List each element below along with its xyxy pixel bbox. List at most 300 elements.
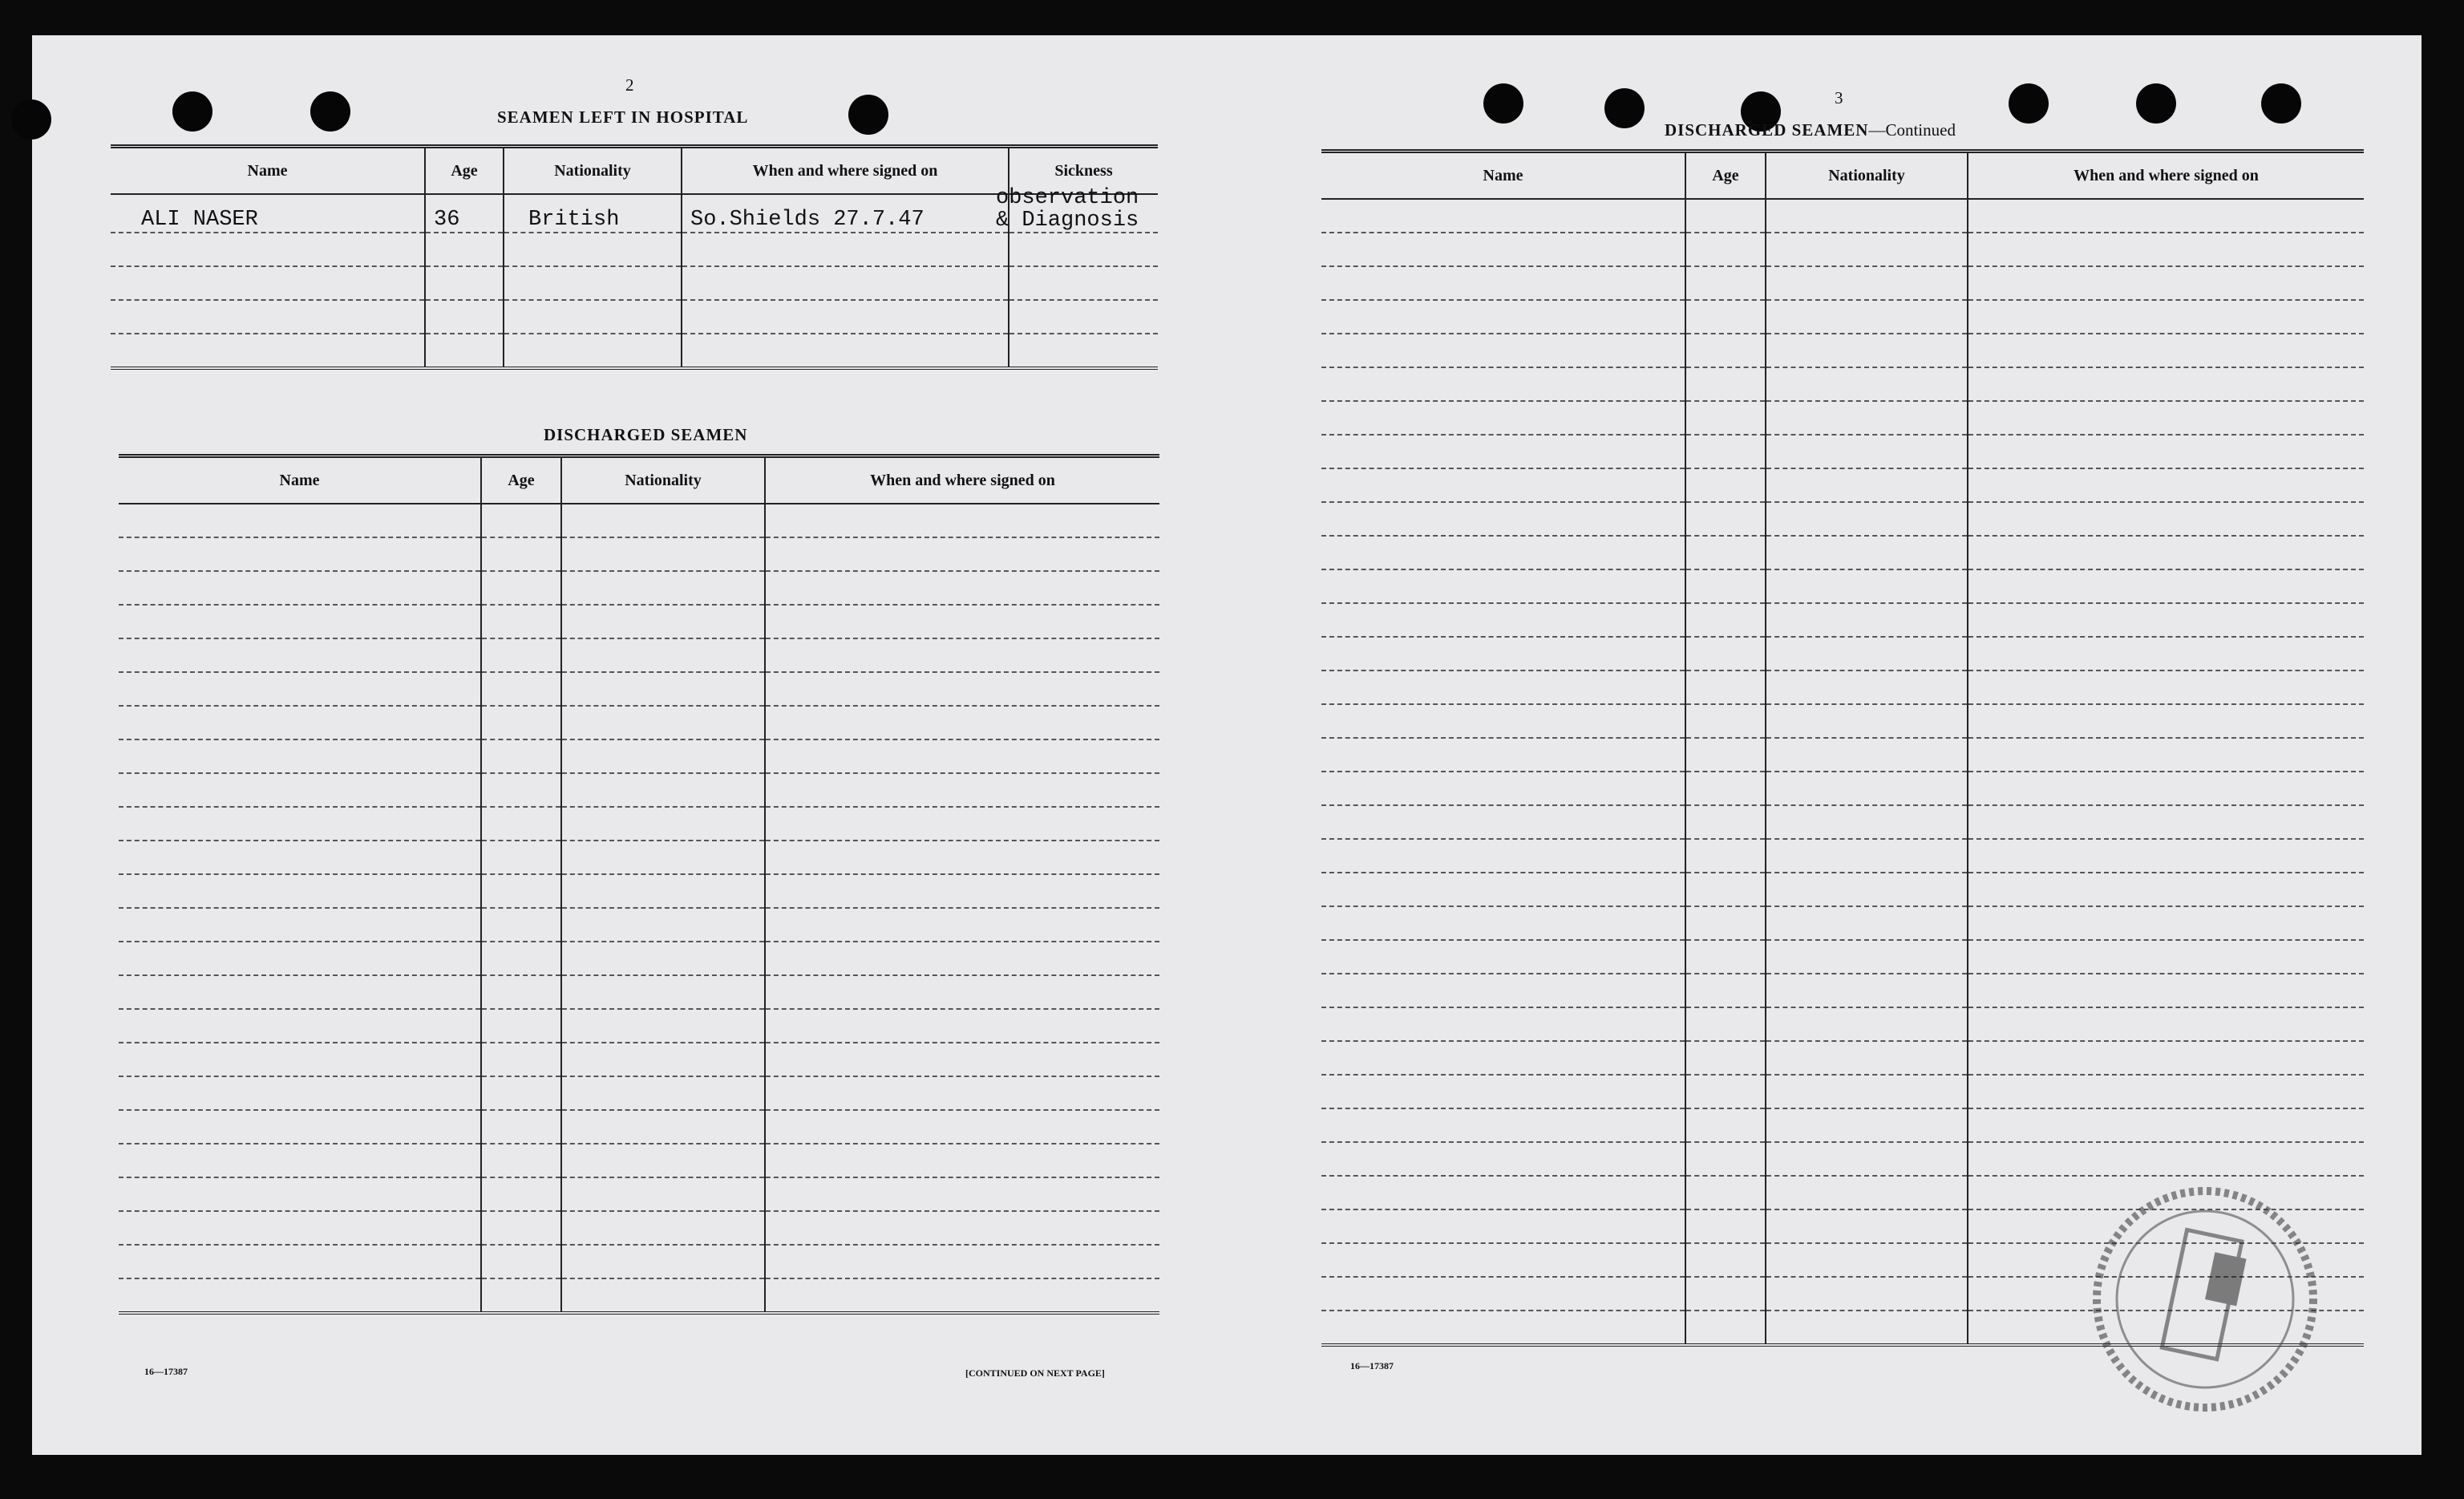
col-header-name: Name <box>111 147 425 195</box>
table-cell <box>1685 300 1766 334</box>
cell-nationality: British <box>504 194 682 233</box>
table-row <box>119 504 1159 537</box>
table-cell <box>119 841 481 874</box>
table-cell <box>765 1144 1159 1177</box>
table-cell <box>1685 233 1766 266</box>
table-row <box>1321 1041 2364 1075</box>
table-cell <box>1321 199 1685 233</box>
table-cell <box>765 841 1159 874</box>
table-cell <box>1321 536 1685 569</box>
table-cell <box>765 1245 1159 1278</box>
table-cell <box>119 672 481 706</box>
table-cell <box>1968 940 2364 974</box>
table-row <box>1321 839 2364 873</box>
table-cell <box>1766 435 1968 468</box>
table-cell <box>1321 974 1685 1007</box>
table-cell <box>1321 1209 1685 1243</box>
table-cell <box>1321 873 1685 906</box>
table-cell <box>1968 1041 2364 1075</box>
col-header-age: Age <box>425 147 504 195</box>
discharged-section-title-left: DISCHARGED SEAMEN <box>544 425 748 444</box>
table-row <box>119 605 1159 638</box>
table-cell <box>119 537 481 571</box>
table-cell <box>1321 1041 1685 1075</box>
table-cell <box>481 975 561 1009</box>
table-cell <box>1766 502 1968 536</box>
table-cell <box>1968 1142 2364 1176</box>
sickness-text: observation & Diagnosis <box>996 186 1139 233</box>
table-row <box>119 841 1159 874</box>
table-cell <box>1766 199 1968 233</box>
table-row <box>1321 435 2364 468</box>
table-cell <box>561 638 765 672</box>
table-row <box>1321 199 2364 233</box>
table-cell <box>119 807 481 841</box>
table-row <box>119 638 1159 672</box>
table-cell <box>765 908 1159 942</box>
table-row <box>1321 367 2364 401</box>
table-cell <box>1766 367 1968 401</box>
table-cell <box>561 504 765 537</box>
table-row <box>1321 233 2364 266</box>
table-cell <box>561 605 765 638</box>
table-cell <box>119 1110 481 1144</box>
table-cell <box>765 942 1159 975</box>
table-cell <box>1321 1243 1685 1277</box>
table-cell <box>1685 266 1766 300</box>
table-cell <box>1685 1142 1766 1176</box>
table-cell <box>765 537 1159 571</box>
table-row <box>119 571 1159 605</box>
table-cell <box>765 773 1159 807</box>
table-cell <box>119 571 481 605</box>
table-cell <box>1321 805 1685 839</box>
table-cell <box>765 1076 1159 1110</box>
table-cell <box>561 739 765 773</box>
table-cell <box>1321 1311 1685 1345</box>
table-row <box>119 807 1159 841</box>
table-cell <box>1766 670 1968 704</box>
table-cell <box>1685 772 1766 805</box>
table-cell <box>561 942 765 975</box>
table-cell <box>561 1076 765 1110</box>
table-row <box>1321 805 2364 839</box>
col-header-nationality: Nationality <box>504 147 682 195</box>
table-cell <box>1766 266 1968 300</box>
table-row <box>119 672 1159 706</box>
table-cell <box>561 1144 765 1177</box>
table-cell <box>1968 805 2364 839</box>
table-row <box>1321 772 2364 805</box>
page-number-left: 2 <box>625 75 634 95</box>
table-cell <box>1685 334 1766 367</box>
table-cell <box>481 1211 561 1245</box>
table-row <box>1321 940 2364 974</box>
table-cell <box>481 773 561 807</box>
table-cell <box>1766 873 1968 906</box>
table-cell <box>481 1110 561 1144</box>
table-row <box>119 773 1159 807</box>
table-cell <box>1685 805 1766 839</box>
table-cell <box>1685 199 1766 233</box>
table-cell <box>481 1177 561 1211</box>
table-cell <box>1321 502 1685 536</box>
table-cell <box>1685 502 1766 536</box>
table-cell <box>1968 266 2364 300</box>
table-row <box>1321 1142 2364 1176</box>
table-row <box>119 975 1159 1009</box>
table-cell <box>1968 670 2364 704</box>
table-cell <box>1321 738 1685 772</box>
table-cell <box>1968 974 2364 1007</box>
table-cell <box>1321 906 1685 940</box>
table-row <box>1321 401 2364 435</box>
table-row <box>119 1211 1159 1245</box>
table-cell <box>1766 1277 1968 1311</box>
table-cell <box>1685 1041 1766 1075</box>
table-cell <box>765 605 1159 638</box>
table-cell <box>1968 569 2364 603</box>
table-cell <box>1685 367 1766 401</box>
table-row <box>119 908 1159 942</box>
table-cell <box>1321 637 1685 670</box>
table-cell <box>1321 1277 1685 1311</box>
table-row <box>1321 670 2364 704</box>
table-row <box>119 1144 1159 1177</box>
table-cell <box>119 638 481 672</box>
discharged-title-text: DISCHARGED SEAMEN <box>1665 120 1869 140</box>
table-cell <box>119 1144 481 1177</box>
table-cell <box>1685 738 1766 772</box>
table-cell <box>765 638 1159 672</box>
table-cell <box>1321 1075 1685 1108</box>
table-cell <box>1685 468 1766 502</box>
table-cell <box>481 638 561 672</box>
table-cell <box>1685 1209 1766 1243</box>
table-cell <box>1321 670 1685 704</box>
table-cell <box>1766 1075 1968 1108</box>
table-cell <box>1321 435 1685 468</box>
table-cell <box>119 942 481 975</box>
table-cell <box>1766 1209 1968 1243</box>
table-cell <box>481 605 561 638</box>
table-row <box>111 266 1158 300</box>
table-cell <box>561 1009 765 1043</box>
table-cell <box>765 706 1159 739</box>
table-cell <box>1321 1142 1685 1176</box>
table-row <box>1321 637 2364 670</box>
cell-signed-on: So.Shields 27.7.47 <box>682 194 1009 233</box>
table-cell <box>119 504 481 537</box>
table-cell <box>765 1043 1159 1076</box>
col-header-nationality: Nationality <box>1766 152 1968 200</box>
table-cell <box>1766 974 1968 1007</box>
table-row <box>119 942 1159 975</box>
table-cell <box>119 706 481 739</box>
table-cell <box>561 908 765 942</box>
table-cell <box>1685 603 1766 637</box>
table-row <box>111 233 1158 266</box>
punch-hole <box>2261 83 2301 124</box>
table-cell <box>1766 1142 1968 1176</box>
punch-hole <box>2009 83 2049 124</box>
table-cell <box>1766 1176 1968 1209</box>
table-cell <box>119 1278 481 1313</box>
table-cell <box>1766 1108 1968 1142</box>
table-cell <box>481 1144 561 1177</box>
table-cell <box>561 975 765 1009</box>
table-cell <box>1766 704 1968 738</box>
table-cell <box>765 1211 1159 1245</box>
table-cell <box>1968 468 2364 502</box>
table-row <box>1321 906 2364 940</box>
col-header-sickness: Sickness <box>1009 147 1158 195</box>
table-cell <box>1968 367 2364 401</box>
table-cell <box>1766 300 1968 334</box>
table-cell <box>1968 603 2364 637</box>
table-cell <box>561 1177 765 1211</box>
discharged-rows-right <box>1321 199 2364 1345</box>
table-cell <box>1685 1108 1766 1142</box>
table-cell <box>119 1211 481 1245</box>
table-cell <box>481 537 561 571</box>
table-cell <box>1766 233 1968 266</box>
punch-hole <box>1604 88 1645 128</box>
table-cell <box>1321 468 1685 502</box>
table-row <box>119 1009 1159 1043</box>
table-row <box>119 1177 1159 1211</box>
table-cell <box>481 739 561 773</box>
table-cell <box>765 739 1159 773</box>
table-cell <box>119 874 481 908</box>
table-cell <box>561 1211 765 1245</box>
cell-age: 36 <box>425 194 504 233</box>
table-cell <box>481 504 561 537</box>
table-cell <box>1968 906 2364 940</box>
table-cell <box>1321 401 1685 435</box>
table-cell <box>1321 772 1685 805</box>
table-cell <box>1321 839 1685 873</box>
table-cell <box>561 537 765 571</box>
table-cell <box>765 807 1159 841</box>
table-cell <box>561 571 765 605</box>
table-row <box>1321 1075 2364 1108</box>
table-cell <box>1685 1176 1766 1209</box>
col-header-nationality: Nationality <box>561 456 765 504</box>
col-header-signed-on: When and where signed on <box>1968 152 2364 200</box>
table-cell <box>765 874 1159 908</box>
table-cell <box>1685 974 1766 1007</box>
table-cell <box>1321 1007 1685 1041</box>
table-cell <box>481 1278 561 1313</box>
table-cell <box>561 672 765 706</box>
table-cell <box>1968 1007 2364 1041</box>
discharged-rows-left <box>119 504 1159 1313</box>
table-cell <box>1321 704 1685 738</box>
table-row <box>1321 300 2364 334</box>
table-cell <box>1321 1108 1685 1142</box>
table-cell <box>765 1278 1159 1313</box>
table-row <box>119 1043 1159 1076</box>
table-cell <box>561 773 765 807</box>
table-cell <box>1321 300 1685 334</box>
table-cell <box>119 975 481 1009</box>
table-cell <box>1766 805 1968 839</box>
table-header-row <box>1321 152 2364 200</box>
table-cell <box>1766 772 1968 805</box>
col-header-age: Age <box>1685 152 1766 200</box>
table-cell <box>481 874 561 908</box>
table-cell <box>1685 704 1766 738</box>
table-cell <box>1685 435 1766 468</box>
table-cell <box>765 1110 1159 1144</box>
table-row <box>1321 603 2364 637</box>
table-cell <box>481 807 561 841</box>
table-cell <box>481 672 561 706</box>
table-cell <box>1321 334 1685 367</box>
punch-hole <box>848 95 888 135</box>
table-cell <box>1968 738 2364 772</box>
table-cell <box>1968 334 2364 367</box>
table-cell <box>1766 1041 1968 1075</box>
table-cell <box>481 706 561 739</box>
table-cell <box>1321 1176 1685 1209</box>
table-cell <box>765 571 1159 605</box>
table-cell <box>1766 1007 1968 1041</box>
table-cell <box>1685 536 1766 569</box>
table-cell <box>1968 536 2364 569</box>
table-cell <box>1766 839 1968 873</box>
table-cell <box>1968 772 2364 805</box>
col-header-signed-on: When and where signed on <box>765 456 1159 504</box>
table-cell <box>1968 300 2364 334</box>
form-number-left: 16—17387 <box>144 1366 188 1377</box>
table-cell <box>1968 233 2364 266</box>
table-row <box>1321 1007 2364 1041</box>
table-cell <box>1685 401 1766 435</box>
table-cell <box>1685 1007 1766 1041</box>
table-cell <box>1766 1243 1968 1277</box>
table-cell <box>1685 1243 1766 1277</box>
table-cell <box>119 1076 481 1110</box>
table-cell <box>1321 266 1685 300</box>
table-row <box>119 1245 1159 1278</box>
punch-hole <box>1483 83 1523 124</box>
table-cell <box>119 773 481 807</box>
table-cell <box>1968 637 2364 670</box>
table-row <box>1321 738 2364 772</box>
table-cell <box>1321 940 1685 974</box>
table-row <box>1321 334 2364 367</box>
table-cell <box>1685 940 1766 974</box>
table-row <box>119 874 1159 908</box>
table-cell <box>1766 603 1968 637</box>
table-cell <box>481 571 561 605</box>
table-header-row <box>119 456 1159 504</box>
discharged-table-left <box>119 454 1159 1315</box>
table-cell <box>1766 906 1968 940</box>
table-cell <box>1968 502 2364 536</box>
table-cell <box>561 874 765 908</box>
table-row <box>119 1076 1159 1110</box>
table-row <box>111 300 1158 334</box>
table-cell <box>1766 637 1968 670</box>
table-cell <box>1685 1075 1766 1108</box>
table-cell <box>1766 940 1968 974</box>
table-row <box>1321 266 2364 300</box>
table-cell <box>1321 603 1685 637</box>
table-cell <box>765 1009 1159 1043</box>
table-cell <box>561 1278 765 1313</box>
table-cell <box>119 605 481 638</box>
table-cell <box>1321 233 1685 266</box>
table-cell <box>481 942 561 975</box>
table-cell <box>1968 435 2364 468</box>
hospital-section-title: SEAMEN LEFT IN HOSPITAL <box>497 107 749 127</box>
table-cell <box>1766 401 1968 435</box>
table-cell <box>1766 738 1968 772</box>
col-header-name: Name <box>119 456 481 504</box>
punch-hole <box>11 99 51 140</box>
table-cell <box>1685 873 1766 906</box>
table-cell <box>119 908 481 942</box>
table-row <box>119 1278 1159 1313</box>
ink-stamp <box>2085 1179 2325 1420</box>
table-cell <box>1968 1075 2364 1108</box>
page-number-right: 3 <box>1835 88 1843 107</box>
continued-note: [CONTINUED ON NEXT PAGE] <box>965 1367 1105 1379</box>
table-cell <box>481 1009 561 1043</box>
table-cell <box>1321 367 1685 401</box>
table-cell <box>561 1110 765 1144</box>
table-cell <box>1685 569 1766 603</box>
table-cell <box>119 1043 481 1076</box>
table-cell <box>1968 401 2364 435</box>
form-number-right: 16—17387 <box>1350 1360 1394 1371</box>
table-cell <box>481 908 561 942</box>
table-row <box>119 706 1159 739</box>
table-cell <box>561 1043 765 1076</box>
table-cell <box>765 975 1159 1009</box>
hospital-table <box>111 144 1158 370</box>
table-cell <box>1766 1311 1968 1345</box>
table-cell <box>561 706 765 739</box>
cell-name: ALI NASER <box>111 194 425 233</box>
table-cell <box>1968 1108 2364 1142</box>
table-row <box>1321 873 2364 906</box>
discharged-table-right <box>1321 149 2364 1347</box>
table-cell <box>765 672 1159 706</box>
punch-hole <box>2136 83 2176 124</box>
table-cell <box>1766 468 1968 502</box>
table-row <box>1321 502 2364 536</box>
table-row <box>1321 974 2364 1007</box>
table-cell <box>481 1043 561 1076</box>
table-cell <box>1685 670 1766 704</box>
table-cell <box>765 1177 1159 1211</box>
table-cell <box>481 1245 561 1278</box>
table-row <box>1321 468 2364 502</box>
table-cell <box>1685 1311 1766 1345</box>
table-cell <box>561 1245 765 1278</box>
col-header-name: Name <box>1321 152 1685 200</box>
col-header-age: Age <box>481 456 561 504</box>
table-cell <box>1685 839 1766 873</box>
punch-hole <box>172 91 212 132</box>
table-row <box>119 537 1159 571</box>
table-cell <box>1968 839 2364 873</box>
table-cell <box>1321 569 1685 603</box>
